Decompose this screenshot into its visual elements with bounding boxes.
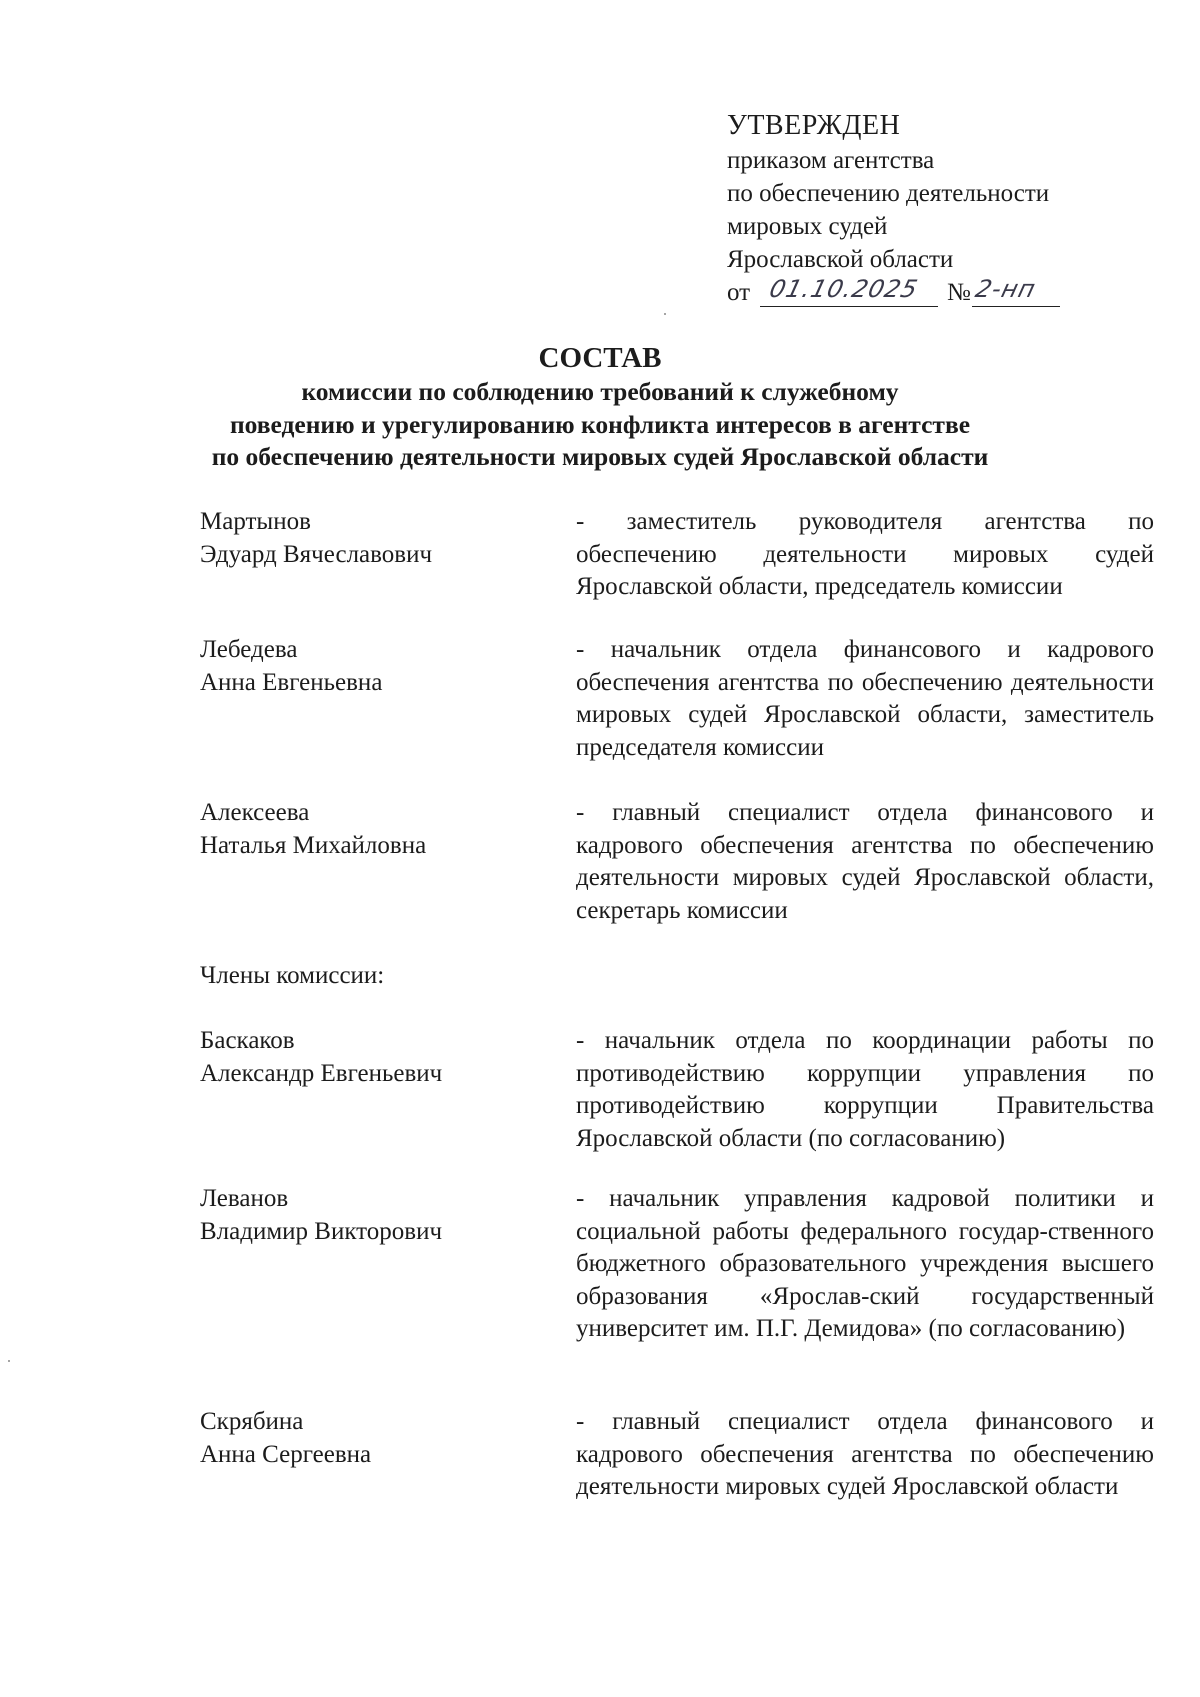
title-subtitle-line: по обеспечению деятельности мировых судей Ярославской области [211,442,989,471]
approval-stamp: УТВЕРЖДЕН [727,110,901,141]
member-surname: Скрябина [200,1408,304,1435]
member-surname: Баскаков [200,1027,295,1054]
scan-speck [8,1360,10,1362]
member-given-names: Александр Евгеньевич [200,1059,443,1087]
member-name [200,506,530,571]
member-role: - заместитель руководителя агентства по обеспечению деятельности мировых судей Ярославской области, председатель комиссии [576,508,1154,600]
approval-line: мировых судей [727,213,888,240]
member-name [200,1025,530,1090]
order-date-row [727,276,1049,309]
document-title [0,340,1200,474]
approval-block [727,108,1049,309]
member-given-names: Анна Евгеньевна [200,668,383,696]
order-date-handwritten: 01.10.2025 [766,275,922,303]
member-name [200,1406,530,1471]
members-section-label: Члены комиссии: [200,962,385,989]
member-role: - главный специалист отдела финансового и кадрового обеспечения агентства по обеспечению деятельности мировых судей Ярославской области [576,1408,1154,1500]
approval-line: по обеспечению деятельности [727,180,1050,207]
approval-line: Ярославской области [727,246,954,273]
member-given-names: Владимир Викторович [200,1217,443,1245]
member-role: - главный специалист отдела финансового и кадрового обеспечения агентства по обеспечению деятельности мировых судей Ярославской области, секретарь комиссии [576,799,1154,924]
member-role: - начальник отдела финансового и кадрового обеспечения агентства по обеспечению деятельности мировых судей Ярославской области, заместитель председателя комиссии [576,636,1154,761]
member-surname: Леванов [200,1185,289,1212]
order-number-handwritten: 2-нп [972,275,1039,303]
member-name [200,1183,530,1248]
member-given-names: Наталья Михайловна [200,831,427,859]
scan-speck [664,313,666,315]
member-role: - начальник отдела по координации работы по противодействию коррупции управления по противодействию коррупции Правительства Ярославской области (по согласованию) [576,1027,1154,1152]
order-number-field [972,276,1060,307]
member-surname: Алексеева [200,799,310,826]
date-prefix: от [727,279,751,306]
member-surname: Лебедева [200,636,298,663]
member-given-names: Эдуард Вячеславович [200,540,433,568]
member-name [200,797,530,862]
number-prefix: № [947,279,971,306]
member-name [200,634,530,699]
title-subtitle-line: поведению и урегулированию конфликта интересов в агентстве [229,409,971,439]
order-date-field [760,276,938,307]
member-role: - начальник управления кадровой политики и социальной работы федерального государ-ственного бюджетного образовательного учреждения высшего образования «Ярослав-ский государственный университет им. П.Г. Демидова» (по согласованию) [576,1185,1154,1342]
approval-line: приказом агентства [727,147,935,174]
title-subtitle-line: комиссии по соблюдению требований к служебному [301,377,899,406]
title-heading: СОСТАВ [538,342,662,374]
member-given-names: Анна Сергеевна [200,1440,372,1468]
member-surname: Мартынов [200,508,311,535]
